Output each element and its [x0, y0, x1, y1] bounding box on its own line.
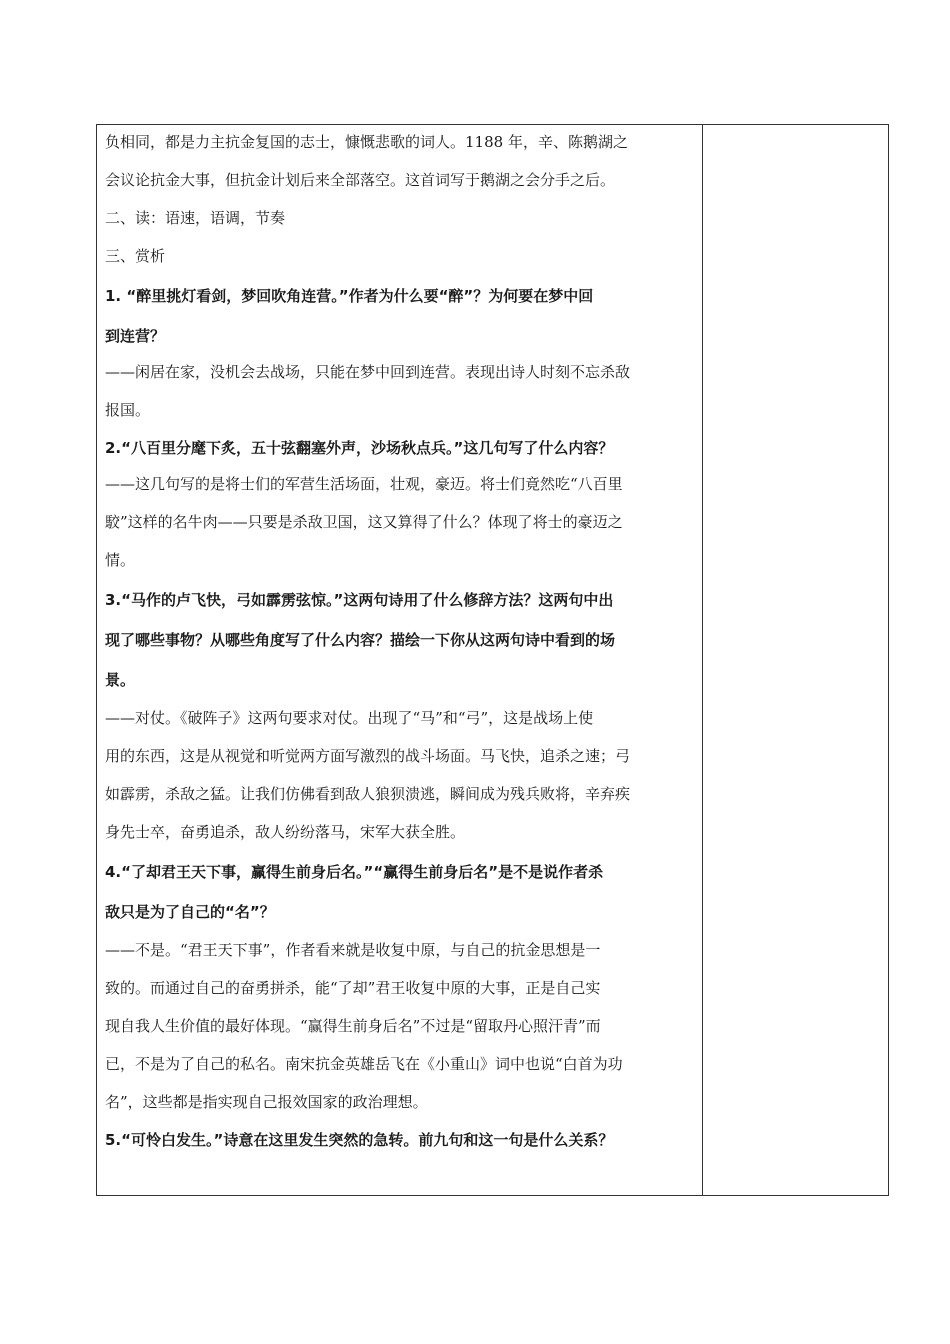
answer-line: 致的。而通过自己的奋勇拼杀，能“了却”君王收复中原的大事，正是自己实 — [105, 979, 601, 997]
section-heading: 三、赏析 — [105, 247, 166, 265]
question-3-cont: 现了哪些事物？从哪些角度写了什么内容？描绘一下你从这两句诗中看到的场 — [105, 631, 616, 649]
answer-line: 駮”这样的名牛肉——只要是杀敌卫国，这又算得了什么？体现了将士的豪迈之 — [105, 513, 623, 531]
question-3: 3.“马作的卢飞快，弓如霹雳弦惊。”这两句诗用了什么修辞方法？这两句中出 — [105, 591, 614, 609]
question-1-cont: 到连营？ — [105, 327, 166, 345]
answer-line: 名”，这些都是指实现自己报效国家的政治理想。 — [105, 1093, 428, 1111]
answer-line: ——不是。“君王天下事”，作者看来就是收复中原，与自己的抗金思想是一 — [105, 941, 601, 959]
answer-line: 情。 — [105, 551, 136, 569]
section-heading: 二、读：语速，语调，节奏 — [105, 209, 286, 227]
answer-line: 如霹雳，杀敌之猛。让我们仿佛看到敌人狼狈溃逃，瞬间成为残兵败将，辛弃疾 — [105, 785, 631, 803]
answer-line: ——对仗。《破阵子》这两句要求对仗。出现了“马”和“弓”，这是战场上使 — [105, 709, 594, 727]
answer-line: ——这几句写的是将士们的军营生活场面，壮观，豪迈。将士们竟然吃“八百里 — [105, 475, 623, 493]
question-1: 1. “醉里挑灯看剑，梦回吹角连营。”作者为什么要“醉”？为何要在梦中回 — [105, 287, 594, 305]
answer-line: 已，不是为了自己的私名。南宋抗金英雄岳飞在《小重山》词中也说“白首为功 — [105, 1055, 623, 1073]
question-5: 5.“可怜白发生。”诗意在这里发生突然的急转。前九句和这一句是什么关系？ — [105, 1131, 614, 1149]
text-line: 会议论抗金大事，但抗金计划后来全部落空。这首词写于鹅湖之会分手之后。 — [105, 171, 616, 189]
column-divider — [702, 125, 703, 1195]
answer-line: 报国。 — [105, 401, 151, 419]
answer-line: 用的东西，这是从视觉和听觉两方面写激烈的战斗场面。马飞快，追杀之速；弓 — [105, 747, 631, 765]
text-line: 负相同，都是力主抗金复国的志士，慷慨悲歌的词人。1188 年，辛、陈鹅湖之 — [105, 133, 628, 151]
question-2: 2.“八百里分麾下炙，五十弦翻塞外声，沙场秋点兵。”这几句写了什么内容？ — [105, 439, 614, 457]
worksheet-table — [96, 124, 889, 1196]
question-3-cont: 景。 — [105, 671, 136, 689]
answer-line: 身先士卒，奋勇追杀，敌人纷纷落马，宋军大获全胜。 — [105, 823, 466, 841]
answer-line: 现自我人生价值的最好体现。“赢得生前身后名”不过是“留取丹心照汗青”而 — [105, 1017, 601, 1035]
question-4-cont: 敌只是为了自己的“名”？ — [105, 903, 275, 921]
question-4: 4.“了却君王天下事，赢得生前身后名。”“赢得生前身后名”是不是说作者杀 — [105, 863, 604, 881]
answer-line: ——闲居在家，没机会去战场，只能在梦中回到连营。表现出诗人时刻不忘杀敌 — [105, 363, 631, 381]
